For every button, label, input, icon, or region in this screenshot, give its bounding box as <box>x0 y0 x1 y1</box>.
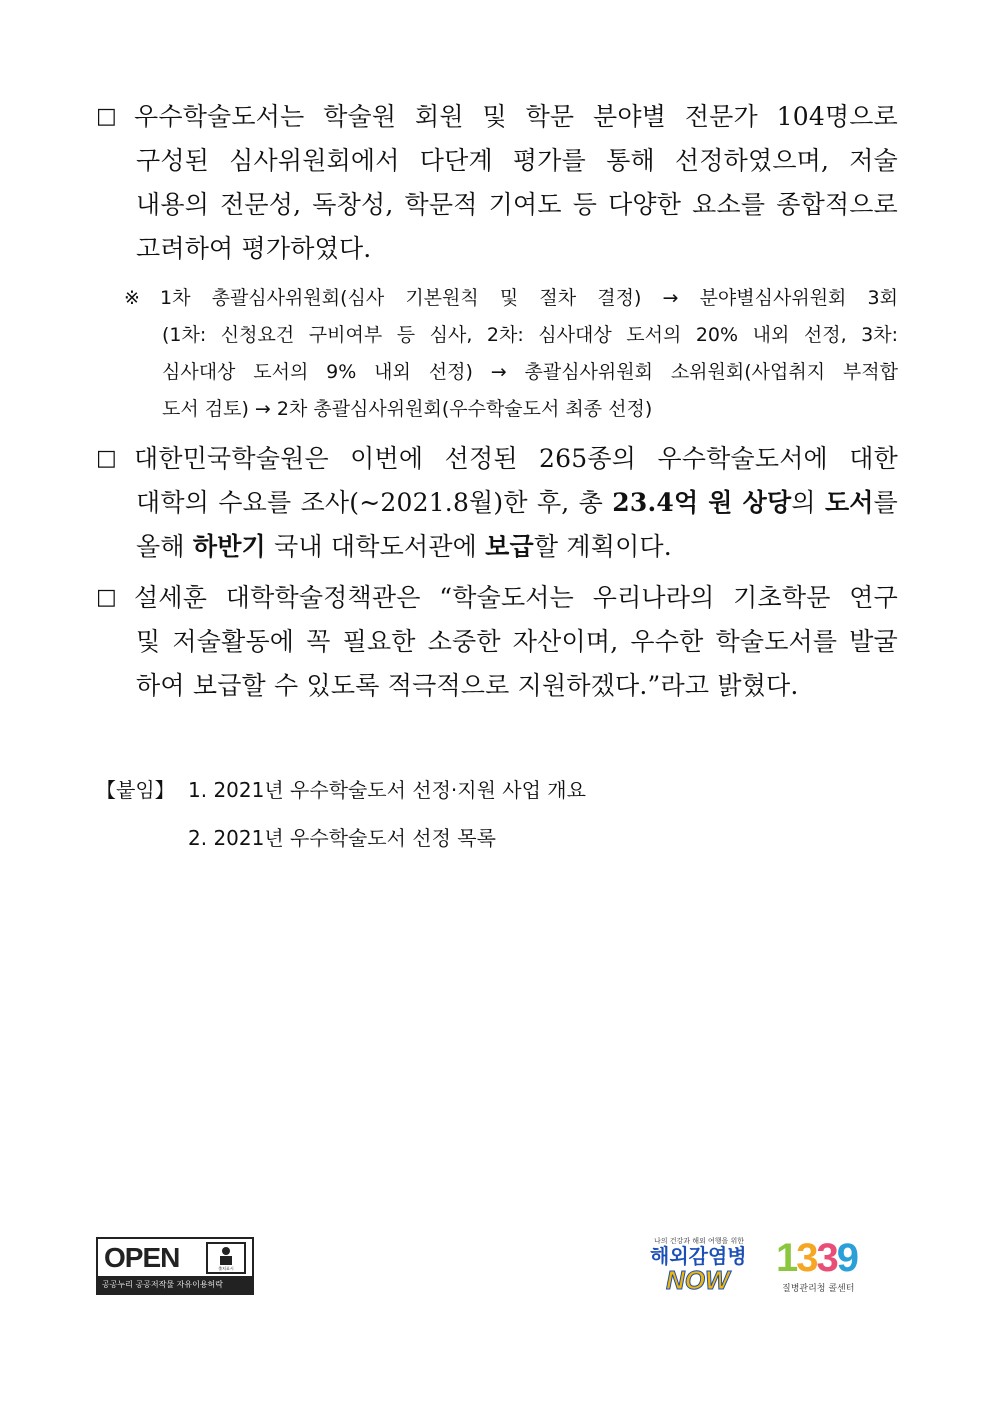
paragraph-line: 구성된 심사위원회에서 다단계 평가를 통해 선정하였으며, 저술 <box>136 146 898 175</box>
emphasis-distribution: 보급 <box>485 532 534 561</box>
now-logo-now: NOW <box>666 1265 730 1295</box>
attachment-item-2: 2. 2021년 우수학술도서 선정 목록 <box>188 826 496 850</box>
note-line: 1차 총괄심사위원회(심사 기본원칙 및 절차 결정) → 분야별심사위원회 3회 <box>160 287 898 309</box>
hotline-digit: 3 <box>816 1236 837 1280</box>
note-line: 도서 검토) → 2차 총괄심사위원회(우수학술도서 최종 선정) <box>162 398 653 420</box>
attachment-item: 1. 2021년 우수학술도서 선정·지원 사업 개요 <box>188 778 586 802</box>
emphasis-second-half: 하반기 <box>192 532 266 561</box>
person-icon-graphic <box>208 1244 244 1272</box>
paragraph-line: 및 저술활동에 꼭 필요한 소중한 자산이며, 우수한 학술도서를 발굴 <box>136 627 898 656</box>
note-line: 심사대상 도서의 9% 내외 선정) → 총괄심사위원회 소위원회(사업취지 부적합 <box>162 361 898 383</box>
review-process-note <box>124 280 898 428</box>
paragraph-line: 설세훈 대학학술정책관은 “학술도서는 우리나라의 기초학문 연구 <box>134 583 898 612</box>
text-run: 할 계획이다. <box>533 532 672 561</box>
reference-mark: ※ <box>124 287 140 309</box>
attachment-list <box>96 775 586 805</box>
hotline-1339-logo <box>772 1236 892 1302</box>
paragraph-line-with-emphasis <box>136 481 898 525</box>
text-run: 의 <box>791 488 825 517</box>
person-icon <box>206 1242 246 1274</box>
paragraph-line: 우수학술도서는 학술원 회원 및 학문 분야별 전문가 104명으로 <box>134 102 898 131</box>
square-bullet: □ <box>96 446 117 471</box>
square-bullet: □ <box>96 585 117 610</box>
paragraph-line: 고려하여 평가하였다. <box>136 234 372 263</box>
paragraph-official-quote <box>96 576 898 708</box>
overseas-infection-now-logo <box>648 1236 758 1298</box>
paragraph-line: 내용의 전문성, 독창성, 학문적 기여도 등 다양한 요소를 종합적으로 <box>136 190 898 219</box>
paragraph-selection-process <box>96 95 898 271</box>
text-run: 를 <box>873 488 898 517</box>
emphasis-amount: 23.4억 원 상당 <box>612 488 792 517</box>
emphasis-books: 도서 <box>824 488 874 517</box>
person-caption: 출처표시 <box>218 1266 234 1271</box>
hotline-digit: 3 <box>796 1236 817 1280</box>
now-logo-title: 해외감염병 <box>650 1244 747 1268</box>
paragraph-line: 하여 보급할 수 있도록 적극적으로 지원하겠다.”라고 밝혔다. <box>136 671 799 700</box>
open-license-badge <box>96 1237 254 1295</box>
hotline-digit: 1 <box>776 1236 797 1280</box>
hotline-digit: 9 <box>836 1236 857 1280</box>
paragraph-line-with-emphasis <box>136 525 898 569</box>
square-bullet: □ <box>96 104 117 129</box>
open-badge-top <box>98 1239 252 1277</box>
hotline-digits <box>776 1236 857 1280</box>
now-logo-tagline: 나의 건강과 해외 여행을 위한 <box>654 1237 745 1245</box>
attachment-label: 【붙임】 <box>96 778 175 802</box>
open-badge-caption: 공공누리 공공저작물 자유이용허락 <box>98 1276 252 1293</box>
paragraph-line: 대한민국학술원은 이번에 선정된 265종의 우수학술도서에 대한 <box>134 444 898 473</box>
text-run: 대학의 수요를 조사(~2021.8월)한 후, 총 <box>136 488 613 517</box>
note-line: (1차: 신청요건 구비여부 등 심사, 2차: 심사대상 도서의 20% 내외 선정, 3차: <box>162 324 898 346</box>
open-title: OPEN <box>104 1242 180 1273</box>
paragraph-distribution-plan <box>96 437 898 569</box>
text-run: 국내 대학도서관에 <box>265 532 486 561</box>
text-run: 올해 <box>136 532 193 561</box>
hotline-caption: 질병관리청 콜센터 <box>782 1284 855 1294</box>
